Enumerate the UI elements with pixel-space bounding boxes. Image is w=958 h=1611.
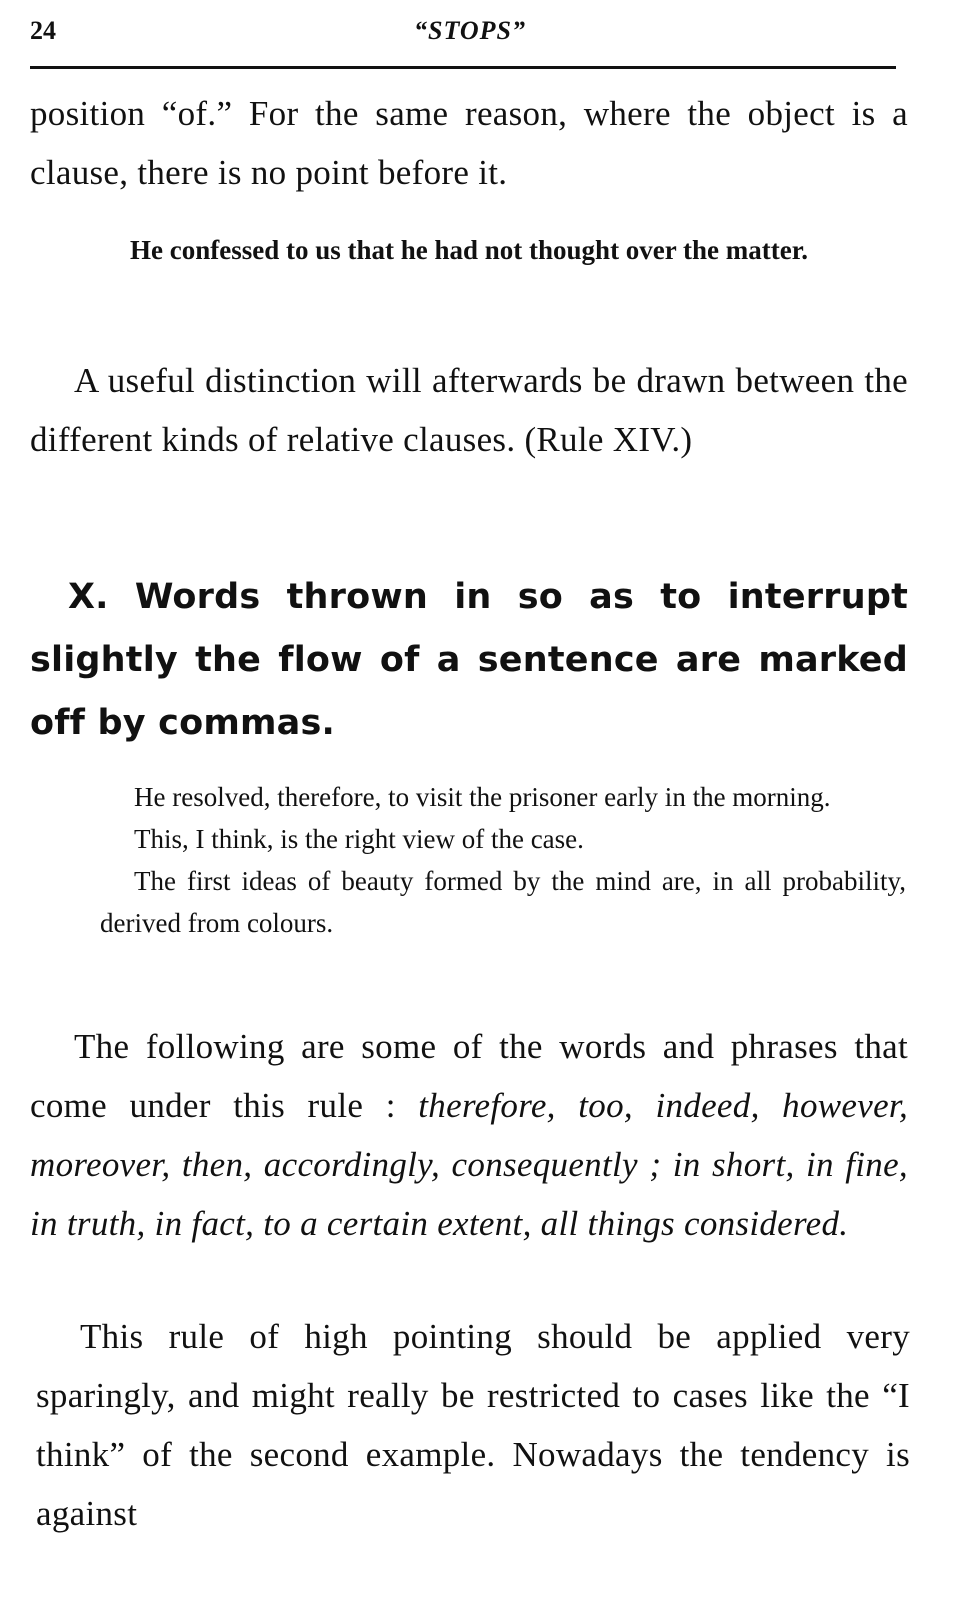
paragraph-high-pointing: This rule of high pointing should be applied very sparingly, and might really be restricted to cases like the “I think” of the second example. Nowadays the tendency is against xyxy=(36,1317,910,1533)
example-item: He resolved, therefore, to visit the prisoner early in the morning. xyxy=(134,782,831,812)
page-number: 24 xyxy=(30,16,56,45)
rule-x-heading: X. Words thrown in so as to interrupt slightly the flow of a sentence are marked off by commas. xyxy=(30,577,908,743)
paragraph-continuation: position “of.” For the same reason, where the object is a clause, there is no point before it. xyxy=(30,94,908,192)
example-item: The first ideas of beauty formed by the mind are, in all probability, derived from colours. xyxy=(100,866,906,938)
header-rule xyxy=(30,66,896,69)
word-list-italic: therefore, too, indeed, however, moreover, then, accordingly, consequently ; in short, in fine, in truth, in fact, to a certain extent, all things considered. xyxy=(30,1086,908,1243)
paragraph-relative-clauses: A useful distinction will afterwards be drawn between the different kinds of relative clauses. (Rule XIV.) xyxy=(30,361,908,459)
example-confessed: He confessed to us that he had not thought over the matter. xyxy=(130,235,808,265)
running-title: “STOPS” xyxy=(414,16,526,45)
page-header xyxy=(30,12,910,52)
paragraph-word-list xyxy=(30,1017,908,1253)
word-list-intro: The following are some of the words and phrases that come under this rule : xyxy=(30,1027,908,1125)
example-item: This, I think, is the right view of the case. xyxy=(134,824,584,854)
rule-x-examples xyxy=(100,776,906,944)
